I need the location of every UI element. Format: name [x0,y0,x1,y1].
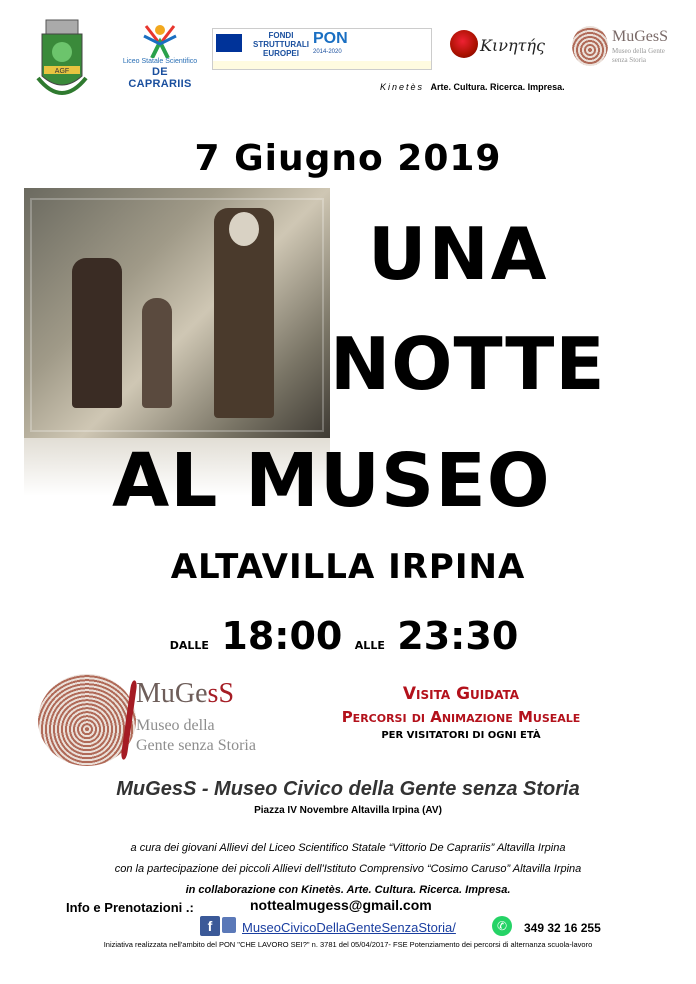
activities-block [306,684,616,741]
liceo-figure-icon [142,22,178,58]
pon-fondi-label: FONDI STRUTTURALI EUROPEI [253,31,309,58]
to-label: ALLE [354,639,385,652]
liceo-logo [120,22,200,94]
credits-block [0,838,696,901]
activity-visit: Visita Guidata [402,684,520,704]
pon-strip [213,61,431,69]
mugess-small-logo [572,26,682,70]
town-crest-logo [32,18,92,110]
rose-icon [450,30,478,58]
like-icon [222,917,236,933]
mugess-large-title: MuGesS [136,678,235,709]
mugess-small-subtitle: Museo della Gente senza Storia [612,47,665,64]
liceo-name: DE CAPRARIIS [128,66,192,90]
event-time [0,614,696,658]
credits-line-2: con la partecipazione dei piccoli Allievi dell'Istituto Comprensivo “Cosimo Caruso” Altavilla Irpina [114,863,582,875]
kinetes-greek-name: Κινητής [480,36,545,55]
mannequin-woman [72,258,122,408]
museum-full-name: MuGesS - Museo Civico della Gente senza Storia [116,778,580,800]
activity-audience: PER VISITATORI DI OGNI ETÀ [381,730,541,741]
start-time: 18:00 [221,614,343,658]
title-line-2: NOTTE [330,322,606,406]
mannequin-child [142,298,172,408]
end-time: 23:30 [397,614,519,658]
tagline-prefix: Kinetès [380,82,425,92]
event-place: ALTAVILLA IRPINA [170,547,526,587]
facebook-link[interactable]: MuseoCivicoDellaGenteSenzaStoria/ [242,920,456,935]
from-label: DALLE [169,639,209,652]
kinetes-tagline [380,82,565,92]
tagline-text: Arte. Cultura. Ricerca. Impresa. [430,82,565,92]
info-label: Info e Prenotazioni .: [66,900,194,915]
email-link[interactable]: nottealmugess@gmail.com [250,897,432,913]
activity-percorsi: Percorsi di Animazione Museale [341,708,581,726]
phone-number[interactable]: 349 32 16 255 [524,921,601,935]
museum-photo [24,188,330,438]
pon-word: PON [313,30,348,47]
footer-note: Iniziativa realizzata nell'ambito del PON "CHE LAVORO SEI?" n. 3781 del 05/04/2017- FSE Potenziamento dei percorsi di alternanza scuola-lavoro [103,940,593,949]
mugess-large-logo [30,672,280,770]
pon-years: 2014-2020 [313,49,342,55]
pon-banner-logo [212,28,432,70]
facebook-icon[interactable]: f [200,916,220,936]
eu-flag-icon [216,34,242,52]
kinetes-logo [450,28,545,68]
whatsapp-icon: ✆ [492,916,512,936]
mugess-small-title: MuGesS [612,28,669,45]
event-date: 7 Giugno 2019 [194,138,502,179]
mugess-large-subtitle: Museo della Gente senza Storia [136,717,256,754]
credits-line-1: a cura dei giovani Allievi del Liceo Scientifico Statale “Vittorio De Caprariis” Altavilla Irpina [130,842,566,854]
liceo-label: Liceo Statale Scientifico [122,58,198,65]
title-line-3: AL MUSEO [112,438,551,524]
title-line-1: UNA [368,212,549,296]
credits-line-3: in collaborazione con Kinetès. Arte. Cultura. Ricerca. Impresa. [185,884,511,896]
museum-address: Piazza IV Novembre Altavilla Irpina (AV) [254,805,442,816]
crest-initials: AGF [54,68,70,75]
fingerprint-icon [572,26,608,66]
mannequin-head [229,212,259,246]
